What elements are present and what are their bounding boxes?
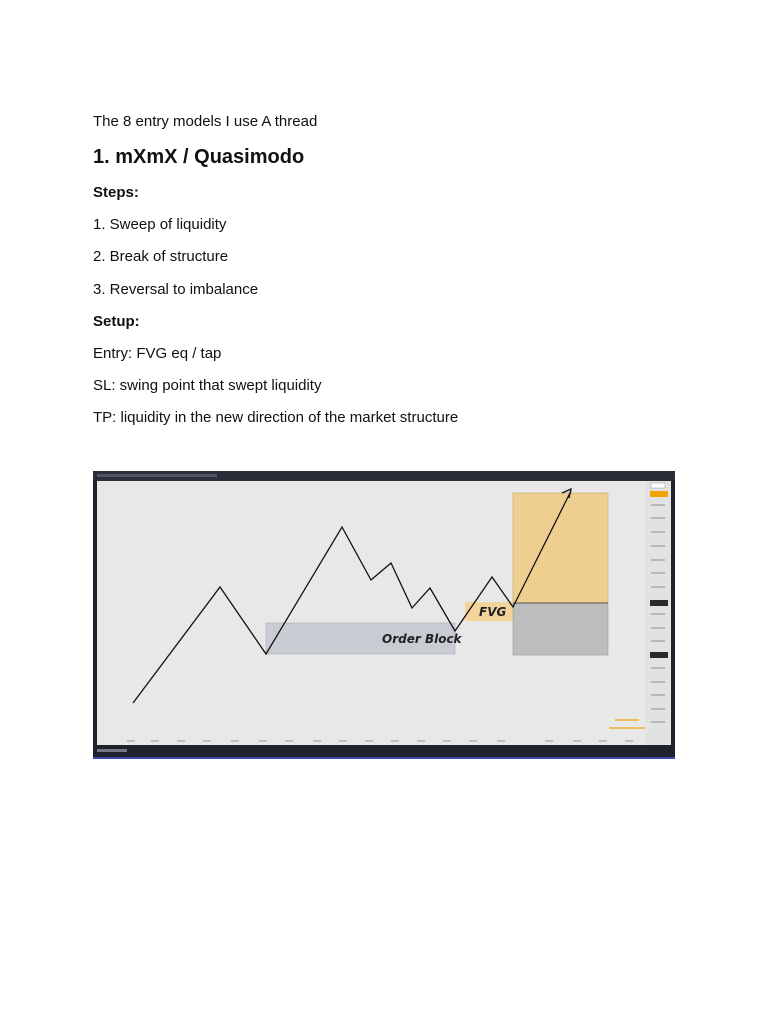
- step-item: 1. Sweep of liquidity: [93, 216, 227, 233]
- steps-label: Steps:: [93, 184, 139, 201]
- fvg-label: FVG: [479, 605, 507, 619]
- stop-loss-zone: [513, 603, 608, 655]
- chart-screenshot: [93, 471, 675, 757]
- image-bottom-rule: [93, 757, 675, 759]
- currency-badge: [651, 483, 665, 488]
- intro-line: The 8 entry models I use A thread: [93, 113, 318, 130]
- setup-label: Setup:: [93, 313, 140, 330]
- setup-item-entry: Entry: FVG eq / tap: [93, 345, 222, 362]
- step-item: 3. Reversal to imbalance: [93, 281, 259, 298]
- setup-item-tp: TP: liquidity in the new direction of the market structure: [93, 409, 459, 426]
- take-profit-zone: [513, 493, 608, 603]
- price-marker-entry: [650, 600, 668, 606]
- setup-item-sl: SL: swing point that swept liquidity: [93, 377, 322, 394]
- chart-top-bar-text: [97, 474, 217, 477]
- watermark-line: [615, 719, 639, 721]
- order-block-label: Order Block: [382, 632, 462, 646]
- tradingview-logo: [97, 749, 127, 752]
- page-title: 1. mXmX / Quasimodo: [93, 146, 305, 168]
- chart-bottom-bar: [93, 745, 675, 757]
- chart-illustration: [93, 471, 675, 757]
- price-marker-target: [650, 491, 668, 497]
- watermark-line: [609, 727, 645, 729]
- step-item: 2. Break of structure: [93, 248, 229, 265]
- price-marker-stop: [650, 652, 668, 658]
